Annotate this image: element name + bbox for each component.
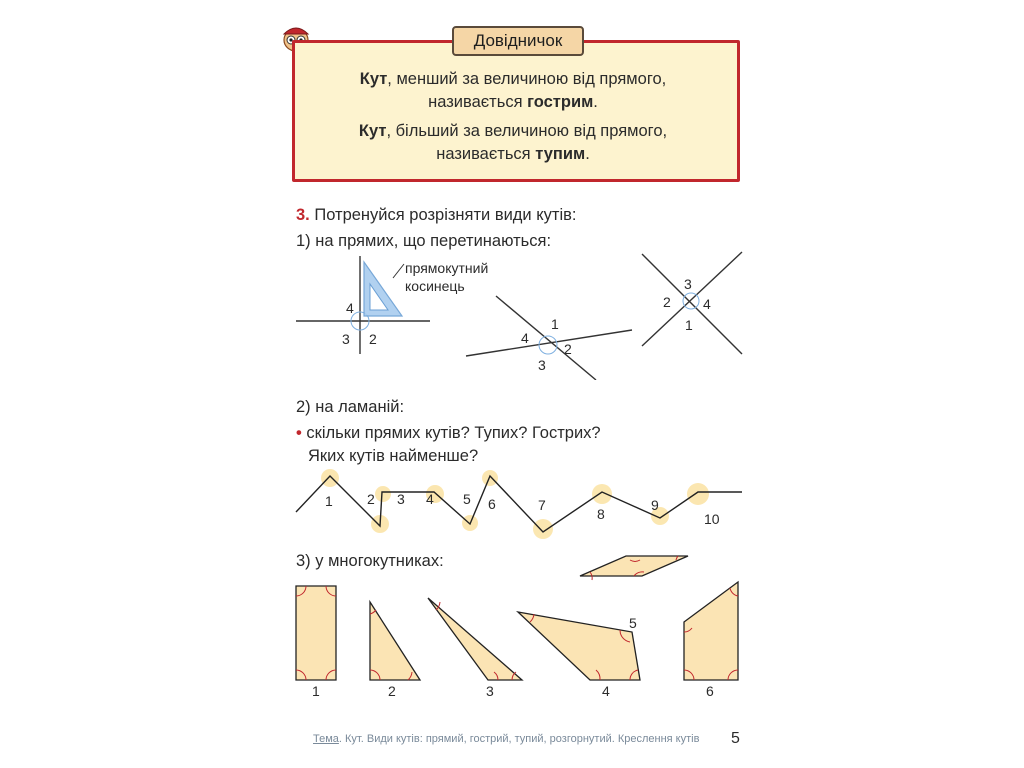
fig1-label-4: 4 [346, 300, 354, 316]
fig3-label-4: 4 [703, 296, 711, 312]
polygon-1-rectangle [296, 586, 336, 680]
set-square-caption-2: косинець [405, 278, 465, 294]
figure-oblique-lines [460, 290, 640, 380]
task-heading [296, 206, 576, 225]
polyline-label-9: 9 [651, 497, 659, 513]
rule-obtuse-text: , більший за величиною від прямого, [386, 122, 668, 140]
polyline-question [296, 422, 601, 468]
polygon-label-4: 4 [602, 683, 610, 699]
polygon-label-3: 3 [486, 683, 494, 699]
fig3-label-1: 1 [685, 317, 693, 333]
rule-obtuse-word: тупим [535, 145, 586, 163]
polyline-label-7: 7 [538, 497, 546, 513]
polygon-3-triangle [428, 598, 522, 680]
polygon-label-2: 2 [388, 683, 396, 699]
polyline-label-2: 2 [367, 491, 375, 507]
fig1-label-2: 2 [369, 331, 377, 347]
footer-topic-word: Тема [313, 733, 339, 745]
question-line-1: скільки прямих кутів? Тупих? Гострих? [306, 424, 601, 442]
rule-acute-word: гострим [527, 93, 594, 111]
polygon-2-triangle [370, 602, 420, 680]
rule-obtuse-end: . [585, 145, 590, 163]
rule-acute [292, 68, 734, 114]
polyline-label-6: 6 [488, 496, 496, 512]
polygon-label-5: 5 [629, 615, 637, 631]
task-part-3: 3) у многокутниках: [296, 552, 444, 570]
figure-polyline [290, 466, 750, 540]
rule-acute-term: Кут [359, 70, 388, 88]
set-square-pointer [393, 264, 404, 278]
polyline-label-5: 5 [463, 491, 471, 507]
task-text: Потренуйся розрізняти види кутів: [309, 206, 577, 224]
polygon-4-quadrilateral [518, 612, 640, 680]
footer-topic-text: . Кут. Види кутів: прямий, гострий, тупий, розгорнутий. Креслення кутів [338, 733, 700, 745]
rule-acute-text-2: називається [428, 93, 528, 111]
polyline-label-3: 3 [397, 491, 405, 507]
set-square-caption-1: прямокутний [405, 260, 489, 276]
fig2-label-2: 2 [564, 341, 572, 357]
rule-obtuse-term: Кут [358, 122, 387, 140]
polyline-label-1: 1 [325, 493, 333, 509]
polyline-label-8: 8 [597, 506, 605, 522]
figure-cross-lines [636, 244, 752, 356]
fig1-label-3: 3 [342, 331, 350, 347]
set-square-icon [364, 262, 402, 316]
polyline-label-4: 4 [426, 491, 434, 507]
figure-polygons [290, 552, 750, 704]
angle-arcs [296, 556, 738, 680]
fig2-label-3: 3 [538, 357, 546, 373]
footer-topic [313, 733, 699, 745]
task-part-1: 1) на прямих, що перетинаються: [296, 232, 552, 250]
rule-acute-text: , менший за величиною від прямого, [387, 70, 667, 88]
line-a [642, 254, 742, 354]
fig2-label-4: 4 [521, 330, 529, 346]
polygon-label-1: 1 [312, 683, 320, 699]
rule-acute-end: . [593, 93, 598, 111]
line-a [466, 330, 632, 356]
angle-marker [683, 293, 699, 309]
polygon-label-6: 6 [706, 683, 714, 699]
polyline [296, 476, 742, 532]
rule-obtuse [292, 120, 734, 166]
polygon-5-rhombus [580, 556, 688, 576]
reference-title: Довідничок [452, 26, 584, 56]
rule-obtuse-text-2: називається [436, 145, 536, 163]
polyline-label-10: 10 [704, 511, 720, 527]
question-line-2: Яких кутів найменше? [308, 447, 479, 465]
task-part-2: 2) на ламаній: [296, 398, 405, 416]
page-number: 5 [731, 730, 740, 747]
fig3-label-3: 3 [684, 276, 692, 292]
task-number: 3. [296, 206, 310, 224]
fig2-label-1: 1 [551, 316, 559, 332]
fig3-label-2: 2 [663, 294, 671, 310]
bullet-icon: • [296, 424, 302, 442]
polygon-6-quadrilateral [684, 582, 738, 680]
